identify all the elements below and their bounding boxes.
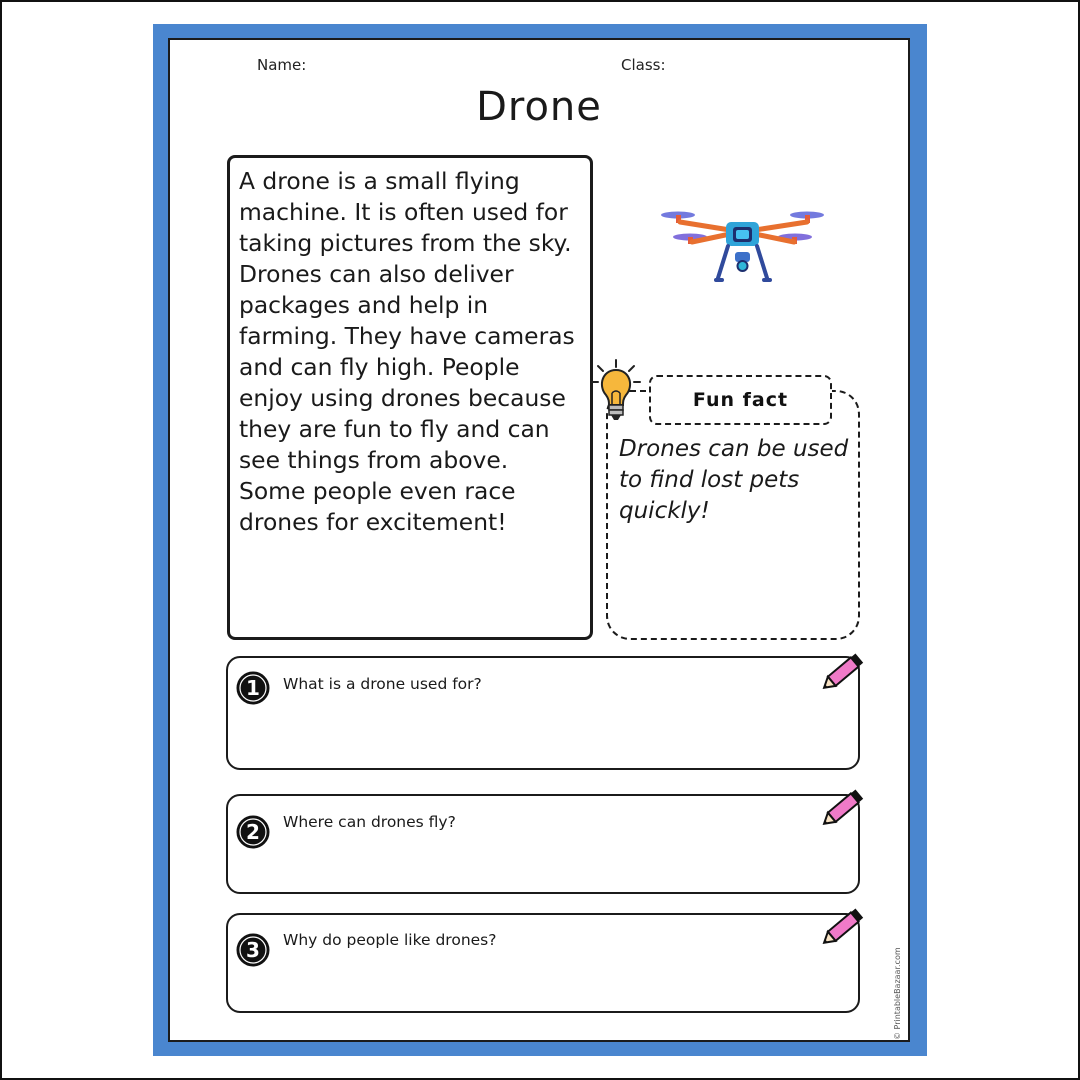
fun-fact-text: Drones can be used to find lost pets quickly! bbox=[619, 436, 849, 524]
question-number-1: 1 bbox=[246, 676, 260, 700]
copyright-watermark: © PrintableBazaar.com bbox=[893, 947, 902, 1040]
drone-illustration bbox=[660, 200, 825, 295]
reading-passage-box bbox=[227, 155, 593, 640]
question-number-2: 2 bbox=[246, 820, 260, 844]
answer-box-3[interactable] bbox=[226, 913, 860, 1013]
pencil-icon bbox=[818, 648, 870, 694]
number-badge-3 bbox=[236, 933, 270, 967]
question-text-2: Where can drones fly? bbox=[283, 813, 456, 831]
pencil-icon bbox=[818, 903, 870, 949]
question-number-3: 3 bbox=[246, 938, 260, 962]
lightbulb-icon bbox=[590, 358, 646, 428]
pencil-icon bbox=[818, 784, 870, 830]
page-title: Drone bbox=[476, 84, 602, 130]
answer-box-1[interactable] bbox=[226, 656, 860, 770]
name-label: Name: bbox=[257, 56, 307, 74]
question-text-3: Why do people like drones? bbox=[283, 931, 497, 949]
class-label: Class: bbox=[621, 56, 666, 74]
reading-passage-text: A drone is a small flying machine. It is often used for taking pictures from the sky. Drones can also deliver packages and help in farming. They have cameras and can fly high. People enjoy using drones because they are fun to fly and can see things from above. Some people even race drones for excitement! bbox=[239, 167, 575, 536]
number-badge-2 bbox=[236, 815, 270, 849]
answer-box-2[interactable] bbox=[226, 794, 860, 894]
question-text-1: What is a drone used for? bbox=[283, 675, 482, 693]
number-badge-1 bbox=[236, 671, 270, 705]
fun-fact-heading: Fun fact bbox=[649, 375, 832, 425]
